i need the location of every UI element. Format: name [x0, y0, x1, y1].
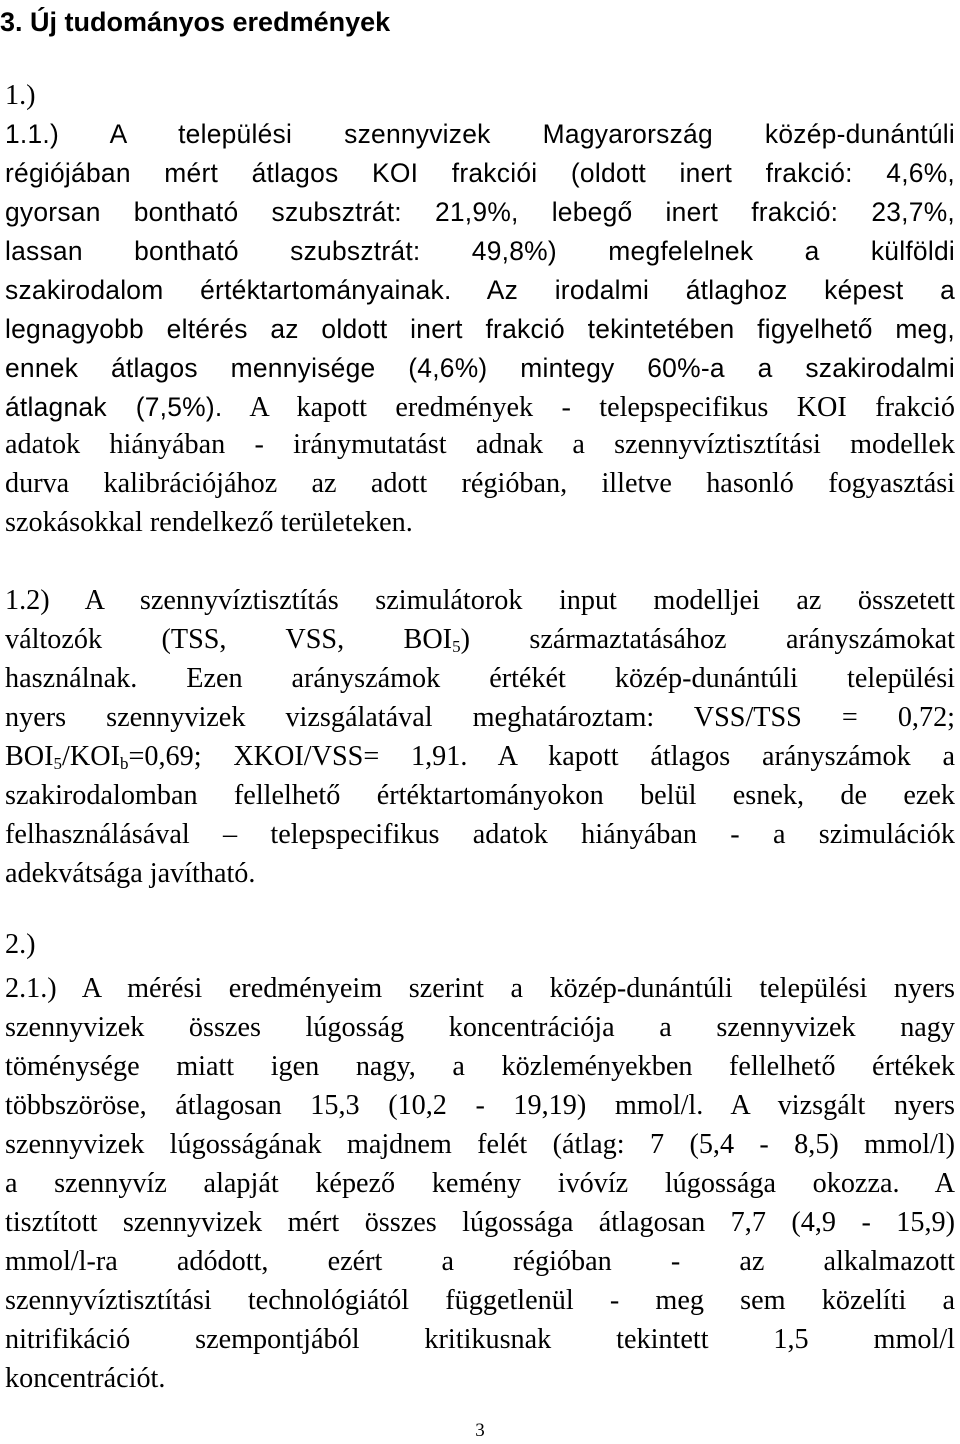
- paragraph-line: ennek átlagos mennyisége (4,6%) mintegy 60%-a a szakirodalmi: [5, 353, 955, 383]
- paragraph-line: szennyvizek lúgosságának majdnem felét (átlag: 7 (5,4 - 8,5) mmol/l): [5, 1129, 955, 1160]
- paragraph-line: szennyvíztisztítási technológiától függetlenül - meg sem közelíti a: [5, 1285, 955, 1316]
- paragraph-line: többszöröse, átlagosan 15,3 (10,2 - 19,19) mmol/l. A vizsgált nyers: [5, 1090, 955, 1121]
- paragraph-line: használnak. Ezen arányszámok értékét közép-dunántúli települési: [5, 663, 955, 694]
- paragraph-line: szakirodalom értéktartományainak. Az irodalmi átlaghoz képest a: [5, 275, 955, 305]
- paragraph-line: szokásokkal rendelkező területeken.: [5, 507, 413, 538]
- paragraph-line: mmol/l-ra adódott, ezért a régióban - az alkalmazott: [5, 1246, 955, 1277]
- paragraph-line: tisztított szennyvizek mért összes lúgossága átlagosan 7,7 (4,9 - 15,9): [5, 1207, 955, 1238]
- paragraph-line: a szennyvíz alapját képező kemény ivóvíz lúgossága okozza. A: [5, 1168, 955, 1199]
- paragraph-line: legnagyobb eltérés az oldott inert frakció tekintetében figyelhető meg,: [5, 314, 955, 344]
- paragraph-line: töménysége miatt igen nagy, a közleményekben fellelhető értékek: [5, 1051, 955, 1082]
- text-run: átlagnak (7,5%).: [5, 392, 223, 422]
- paragraph-line: felhasználásával – telepspecifikus adatok hiányában - a szimulációk: [5, 819, 955, 850]
- paragraph-line: régiójában mért átlagos KOI frakciói (oldott inert frakció: 4,6%,: [5, 158, 955, 188]
- paragraph-line: szennyvizek összes lúgosság koncentrációja a szennyvizek nagy: [5, 1012, 955, 1043]
- paragraph-line: [5, 387, 955, 427]
- paragraph-line: [5, 620, 955, 660]
- text-run: $BOI_5/KOI_b=0,69$; XKOI/VSS= 1,91. A kapott átlagos arányszámok a: [5, 741, 955, 773]
- paragraph-line: gyorsan bontható szubsztrát: 21,9%, lebegő inert frakció: 23,7%,: [5, 197, 955, 227]
- paragraph-line: szakirodalomban fellelhető értéktartományokon belül esnek, de ezek: [5, 780, 955, 811]
- paragraph-line: 1.1.) A települési szennyvizek Magyarország közép-dunántúli: [5, 119, 955, 149]
- page-number: 3: [475, 1420, 485, 1441]
- paragraph-line: 1.2) A szennyvíztisztítás szimulátorok input modelljei az összetett: [5, 585, 955, 616]
- text-run: A kapott eredmények - telepspecifikus KOI frakció: [222, 392, 955, 423]
- subscript: 5: [452, 637, 461, 656]
- paragraph-line: koncentrációt.: [5, 1363, 166, 1394]
- text-run: változók (TSS, VSS, $BOI_5$) származtatásához arányszámokat: [5, 624, 956, 656]
- paragraph-line: nitrifikáció szempontjából kritikusnak tekintett 1,5 mmol/l: [5, 1324, 955, 1355]
- paragraph-line: adatok hiányában - iránymutatást adnak a szennyvíztisztítási modellek: [5, 429, 955, 460]
- subscript: 5: [53, 754, 63, 773]
- paragraph-line: durva kalibrációjához az adott régióban, illetve hasonló fogyasztási: [5, 468, 955, 499]
- paragraph-line: lassan bontható szubsztrát: 49,8%) megfelelnek a külföldi: [5, 236, 955, 266]
- paragraph-line: adekvátsága javítható.: [5, 858, 256, 889]
- paragraph-line: 2.1.) A mérési eredményeim szerint a közép-dunántúli települési nyers: [5, 973, 955, 1004]
- result-number: 2.): [5, 929, 36, 960]
- subscript: b: [119, 754, 129, 773]
- paragraph-line: nyers szennyvizek vizsgálatával meghatároztam: VSS/TSS = 0,72;: [5, 702, 955, 733]
- result-number: 1.): [5, 80, 36, 111]
- paragraph-line: [5, 737, 955, 777]
- section-heading: 3. Új tudományos eredmények: [0, 7, 391, 37]
